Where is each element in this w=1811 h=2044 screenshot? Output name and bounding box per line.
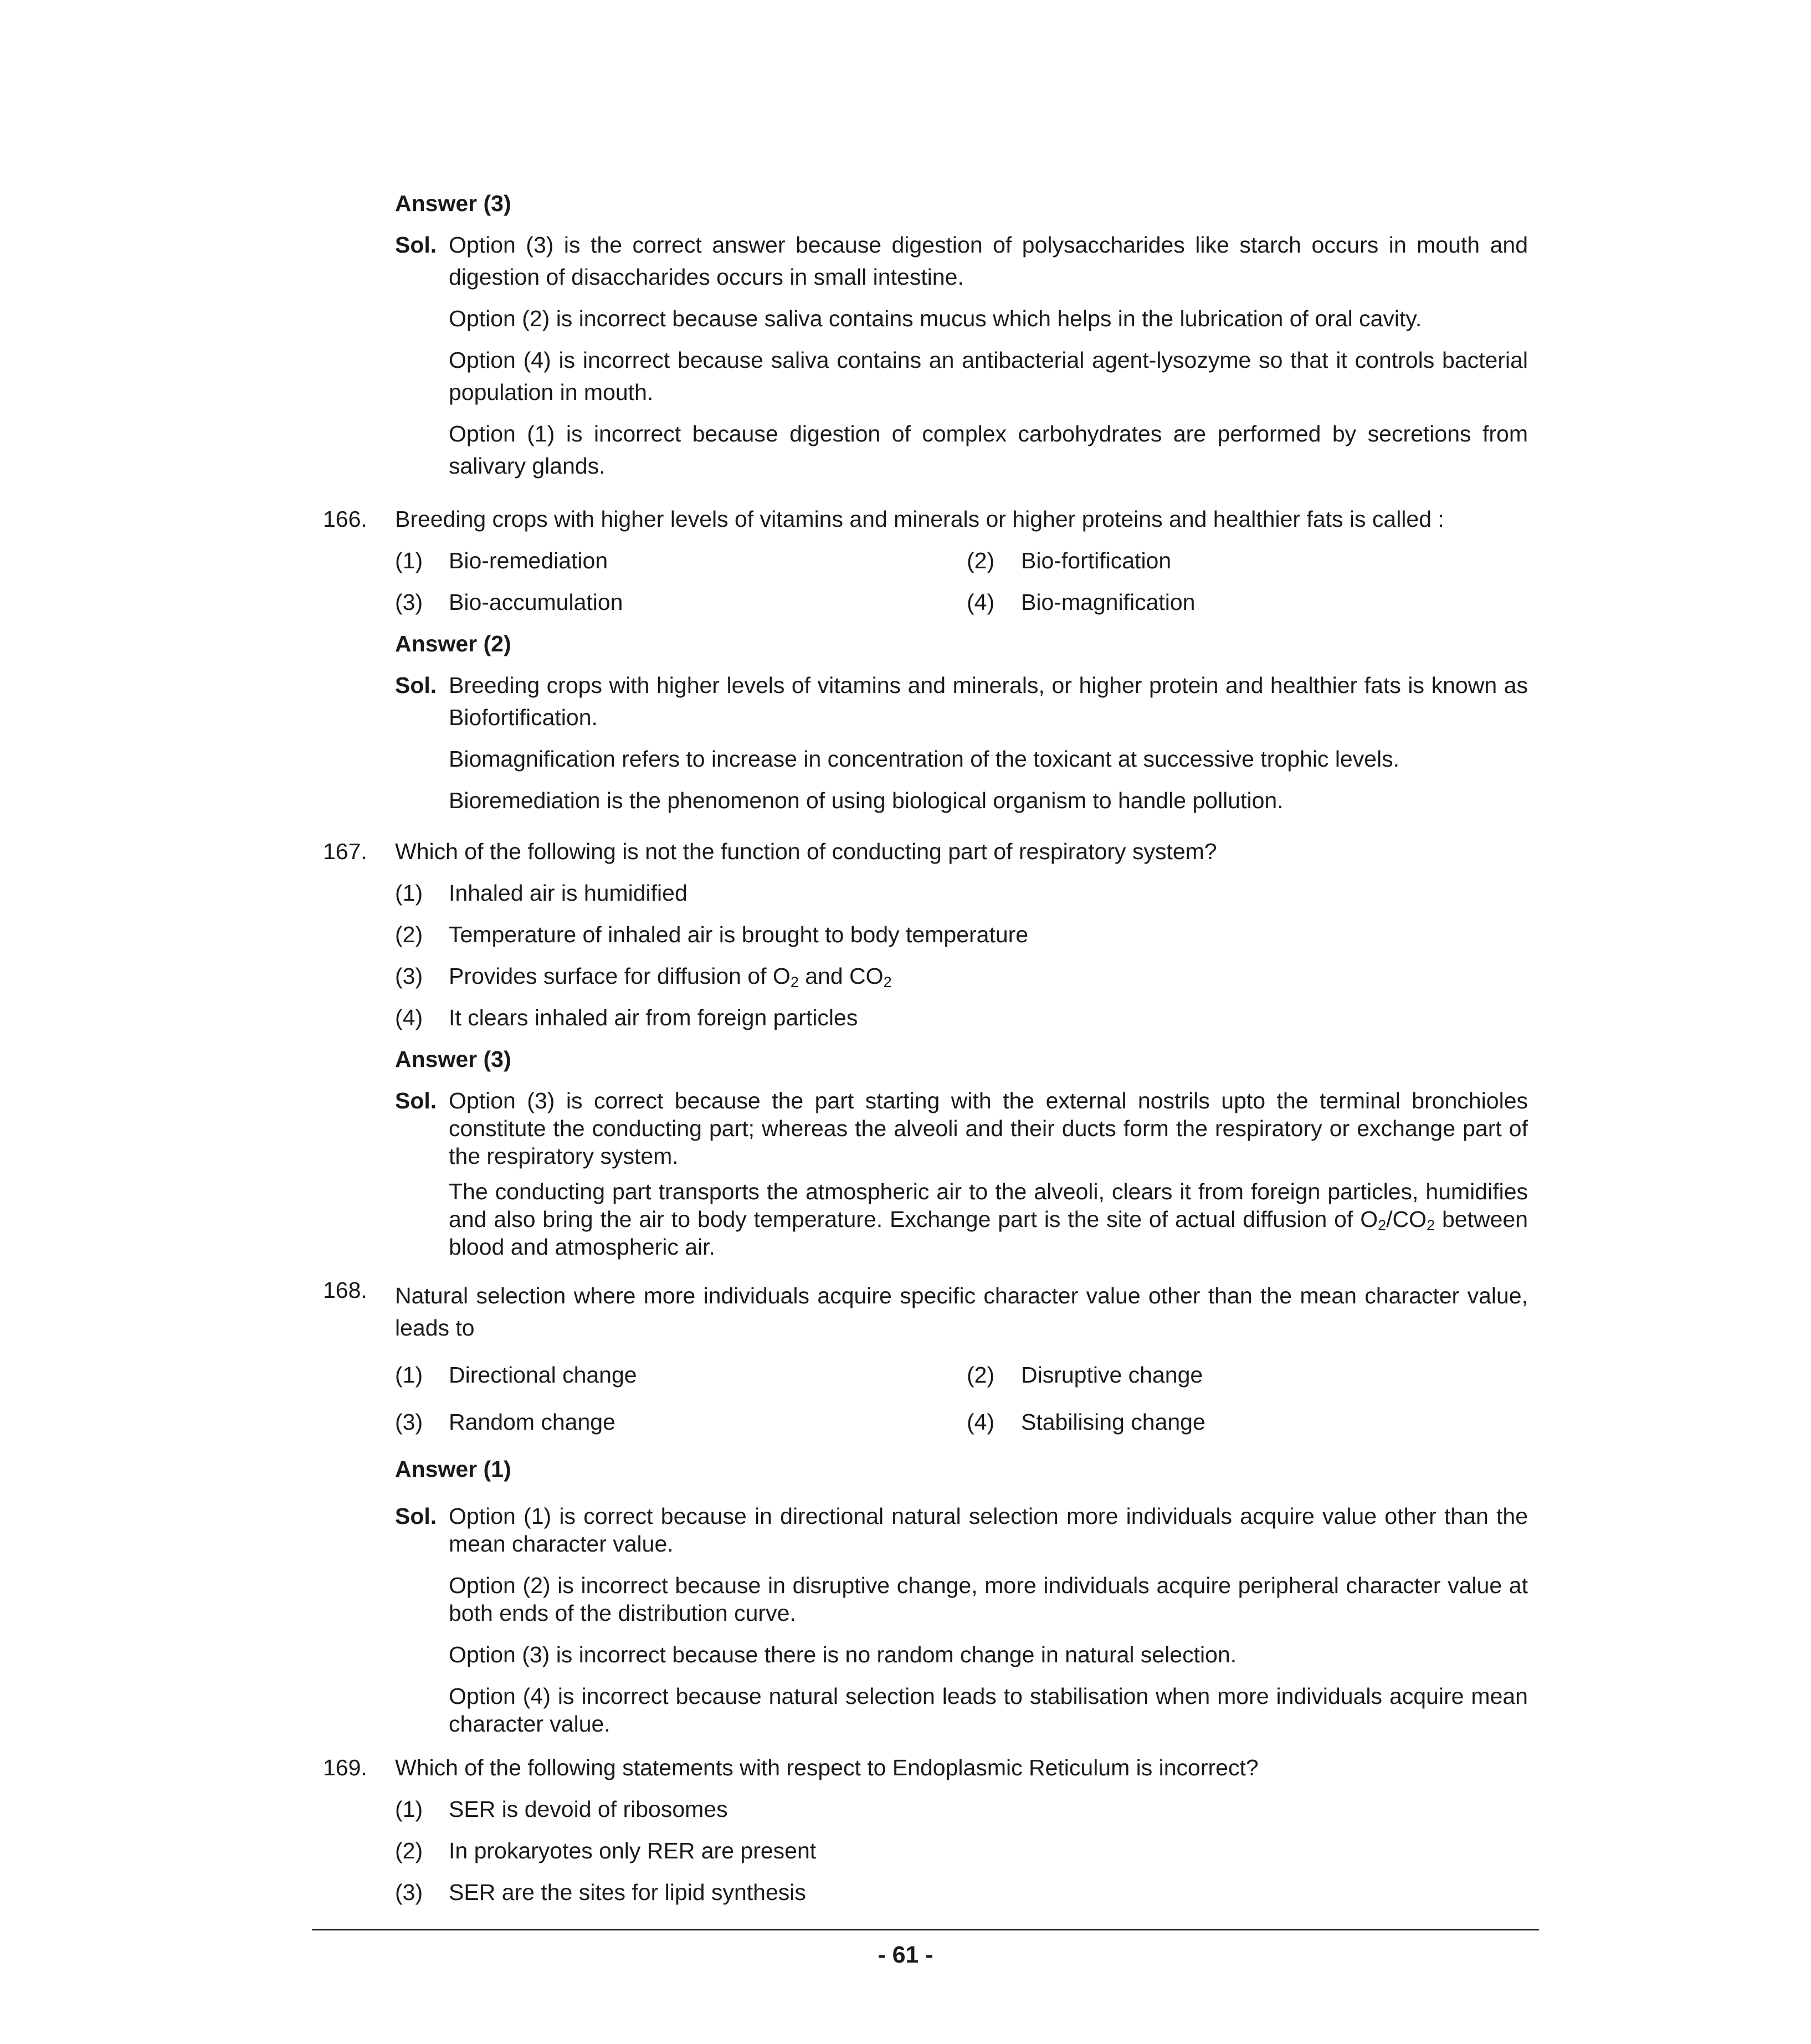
option-number: (2) — [967, 1362, 995, 1388]
sol-label: Sol. — [395, 1088, 437, 1113]
option-number: (4) — [967, 1409, 995, 1435]
subscript: 2 — [883, 974, 892, 990]
option-text: Bio-magnification — [1021, 589, 1196, 615]
solution-paragraph — [449, 1178, 1528, 1261]
solution-paragraph: Option (3) is correct because the part starting with the external nostrils upto the terminal bronchioles constitute the conducting part; whereas the alveoli and their ducts form the respiratory or exchange part of the respiratory system. — [449, 1088, 1528, 1169]
solution-paragraph: Breeding crops with higher levels of vitamins and minerals, or higher protein and healthier fats is known as Biofortification. — [449, 672, 1528, 730]
question-text: Breeding crops with higher levels of vitamins and minerals or higher proteins and healthier fats is called : — [395, 506, 1444, 532]
paragraph-part: The conducting part transports the atmospheric air to the alveoli, clears it from foreign particles, humidifies and also bring the air to body temperature. Exchange part is the site of actual diffusion of O — [449, 1179, 1528, 1232]
solution-paragraph: Option (4) is incorrect because saliva contains an antibacterial agent-lysozyme so that it controls bacterial population in mouth. — [449, 347, 1528, 405]
option-text: Bio-accumulation — [449, 589, 623, 615]
option-text: It clears inhaled air from foreign particles — [449, 1005, 858, 1030]
option-text — [449, 960, 892, 992]
paragraph-part: /CO — [1386, 1206, 1427, 1232]
option-text: Bio-remediation — [449, 548, 608, 573]
option-number: (1) — [395, 548, 423, 573]
option-number: (4) — [395, 1005, 423, 1030]
option-text-part: and CO — [798, 963, 884, 989]
option-number: (2) — [395, 922, 423, 947]
question-number: 166. — [323, 506, 367, 532]
option-text: Temperature of inhaled air is brought to body temperature — [449, 922, 1029, 947]
option-number: (3) — [395, 589, 423, 615]
solution-paragraph: Option (2) is incorrect because in disruptive change, more individuals acquire peripheral character value at both ends of the distribution curve. — [449, 1573, 1528, 1626]
question-number: 169. — [323, 1755, 367, 1780]
option-text-part: Provides surface for diffusion of O — [449, 963, 791, 989]
sol-label: Sol. — [395, 1503, 437, 1529]
sol-label: Sol. — [395, 672, 437, 698]
solution-paragraph: Option (1) is incorrect because digestion of complex carbohydrates are performed by secretions from salivary glands. — [449, 421, 1528, 479]
solution-paragraph: Option (4) is incorrect because natural selection leads to stabilisation when more individuals acquire mean character value. — [449, 1683, 1528, 1737]
solution-paragraph: Bioremediation is the phenomenon of using biological organism to handle pollution. — [449, 788, 1284, 813]
answer-label: Answer (3) — [395, 1046, 511, 1072]
sol-label: Sol. — [395, 232, 437, 258]
option-text: In prokaryotes only RER are present — [449, 1838, 817, 1863]
question-text: Natural selection where more individuals acquire specific character value other than the mean character value, leads to — [395, 1283, 1528, 1341]
subscript: 2 — [1378, 1217, 1387, 1234]
question-text: Which of the following statements with respect to Endoplasmic Reticulum is incorrect? — [395, 1755, 1259, 1780]
option-text: Bio-fortification — [1021, 548, 1172, 573]
answer-label: Answer (3) — [395, 191, 511, 216]
footer-rule — [312, 1929, 1539, 1930]
answer-label: Answer (2) — [395, 631, 511, 656]
option-text: SER are the sites for lipid synthesis — [449, 1879, 806, 1905]
option-text: Random change — [449, 1409, 615, 1435]
subscript: 2 — [1427, 1217, 1435, 1234]
option-number: (3) — [395, 963, 423, 989]
paragraph-part: between blood and atmospheric air. — [449, 1206, 1528, 1260]
option-number: (3) — [395, 1879, 423, 1905]
solution-paragraph: Option (1) is correct because in directional natural selection more individuals acquire value other than the mean character value. — [449, 1503, 1528, 1557]
option-text: Disruptive change — [1021, 1362, 1203, 1388]
option-number: (1) — [395, 1362, 423, 1388]
option-text: Stabilising change — [1021, 1409, 1205, 1435]
solution-paragraph: Option (3) is the correct answer because digestion of polysaccharides like starch occurs in mouth and digestion of disaccharides occurs in small intestine. — [449, 232, 1528, 290]
option-number: (3) — [395, 1409, 423, 1435]
option-text: Directional change — [449, 1362, 637, 1388]
question-number: 167. — [323, 839, 367, 864]
solution-paragraph: Option (3) is incorrect because there is no random change in natural selection. — [449, 1642, 1237, 1667]
answer-label: Answer (1) — [395, 1456, 511, 1482]
subscript: 2 — [790, 974, 799, 990]
solution-paragraph: Option (2) is incorrect because saliva contains mucus which helps in the lubrication of oral cavity. — [449, 306, 1422, 331]
question-number: 168. — [323, 1277, 367, 1303]
option-number: (1) — [395, 1796, 423, 1822]
option-number: (2) — [395, 1838, 423, 1863]
solution-paragraph: Biomagnification refers to increase in concentration of the toxicant at successive trophic levels. — [449, 746, 1400, 772]
option-text: SER is devoid of ribosomes — [449, 1796, 728, 1822]
option-number: (1) — [395, 880, 423, 906]
option-number: (4) — [967, 589, 995, 615]
option-text: Inhaled air is humidified — [449, 880, 688, 906]
page-number: - 61 - — [878, 1942, 933, 1968]
question-text: Which of the following is not the function of conducting part of respiratory system? — [395, 839, 1217, 864]
option-number: (2) — [967, 548, 995, 573]
